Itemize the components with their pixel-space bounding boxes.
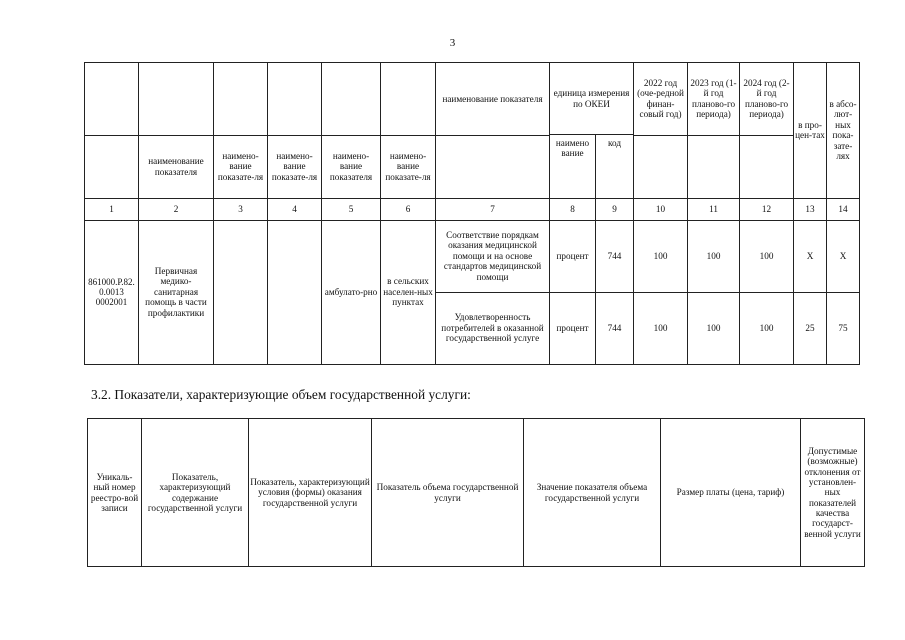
header-okei-group: единица измерения по ОКЕИ <box>550 63 634 135</box>
header-year-2024: 2024 год (2-й год планово-го периода) <box>740 63 794 136</box>
empty-c3 <box>214 220 268 364</box>
column-number: 1 <box>85 198 139 220</box>
header-absolute: в абсо-лют-ных пока-зате-лях <box>827 63 860 199</box>
volume-indicators-table <box>87 418 865 567</box>
column-number: 7 <box>436 198 550 220</box>
unit-code: 744 <box>596 292 634 364</box>
header-blank-c10b <box>634 135 688 198</box>
column-number: 5 <box>322 198 381 220</box>
header-fee: Размер платы (цена, тариф) <box>661 419 801 567</box>
indicator-name: Удовлетворенность потребителей в оказанной государственной услуге <box>436 292 550 364</box>
header-sub-c3: наимено-вание показате-ля <box>214 135 268 198</box>
empty-c4 <box>268 220 322 364</box>
header-blank-c2 <box>139 63 214 135</box>
deviation-percent: X <box>794 220 827 292</box>
service-content: Первичная медико-санитарная помощь в части профилактики <box>139 220 214 364</box>
section-title: 3.2. Показатели, характеризующие объем государственной услуги: <box>91 387 471 402</box>
header-volume-value: Значение показателя объема государственной услуги <box>524 419 661 567</box>
header-year-2023: 2023 год (1-й год планово-го периода) <box>688 63 740 136</box>
registry-number: 861000.Р.82.0.0013 0002001 <box>85 220 139 364</box>
header-percent: в про-цен-тах <box>794 63 827 199</box>
header-blank-c4 <box>268 63 322 135</box>
column-number: 10 <box>634 198 688 220</box>
unit-name: процент <box>550 220 596 292</box>
header-unique-number: Уникаль-ный номер реестро-вой записи <box>88 419 142 567</box>
column-number: 6 <box>381 198 436 220</box>
header-deviations: Допустимые (возможные) отклонения от установлен-ных показателей качества государст-венной услуги <box>801 419 865 567</box>
condition-form: амбулато-рно <box>322 220 381 364</box>
header-content-indicator: Показатель, характеризующий содержание государственной услуги <box>142 419 249 567</box>
column-number: 3 <box>214 198 268 220</box>
header-blank-c11b <box>688 135 740 198</box>
column-number: 4 <box>268 198 322 220</box>
unit-code: 744 <box>596 220 634 292</box>
column-number: 14 <box>827 198 860 220</box>
column-number: 13 <box>794 198 827 220</box>
unit-name: процент <box>550 292 596 364</box>
header-blank-c1 <box>85 63 139 136</box>
header-c5 <box>322 63 381 136</box>
value-2022: 100 <box>634 292 688 364</box>
value-2023: 100 <box>688 292 740 364</box>
header-sub-c4: наимено-вание показате-ля <box>268 135 322 198</box>
header-blank-c3 <box>214 63 268 135</box>
column-number: 2 <box>139 198 214 220</box>
indicator-name: Соответствие порядкам оказания медицинской помощи и на основе стандартов медицинской помощи <box>436 220 550 292</box>
column-number: 12 <box>740 198 794 220</box>
header-blank-c1b <box>85 135 139 198</box>
header-indicator-name: наименование показателя <box>436 63 550 136</box>
value-2023: 100 <box>688 220 740 292</box>
header-okei-name: наимено вание <box>550 135 596 199</box>
value-2024: 100 <box>740 220 794 292</box>
column-number: 9 <box>596 198 634 220</box>
header-blank-c6 <box>381 63 436 135</box>
value-2022: 100 <box>634 220 688 292</box>
deviation-absolute: X <box>827 220 860 292</box>
header-year-2022: 2022 год (оче-редной финан-совый год) <box>634 63 688 136</box>
condition-place: в сельских населен-ных пунктах <box>381 220 436 364</box>
column-number: 11 <box>688 198 740 220</box>
header-sub-c2: наименование показателя <box>139 135 214 198</box>
header-blank-c12b <box>740 135 794 198</box>
page-number: 3 <box>449 37 456 49</box>
deviation-percent: 25 <box>794 292 827 364</box>
header-volume-indicator: Показатель объема государственной услуги <box>372 419 524 567</box>
deviation-absolute: 75 <box>827 292 860 364</box>
value-2024: 100 <box>740 292 794 364</box>
header-sub-c5: наимено-вание показателя <box>322 135 381 198</box>
header-conditions-indicator: Показатель, характеризующий условия (формы) оказания государственной услуги <box>249 419 372 567</box>
header-blank-c7b <box>436 135 550 198</box>
header-okei-code: код <box>596 135 634 199</box>
quality-indicators-table <box>84 62 860 365</box>
header-sub-c6: наимено-вание показате-ля <box>381 135 436 198</box>
column-number: 8 <box>550 198 596 220</box>
